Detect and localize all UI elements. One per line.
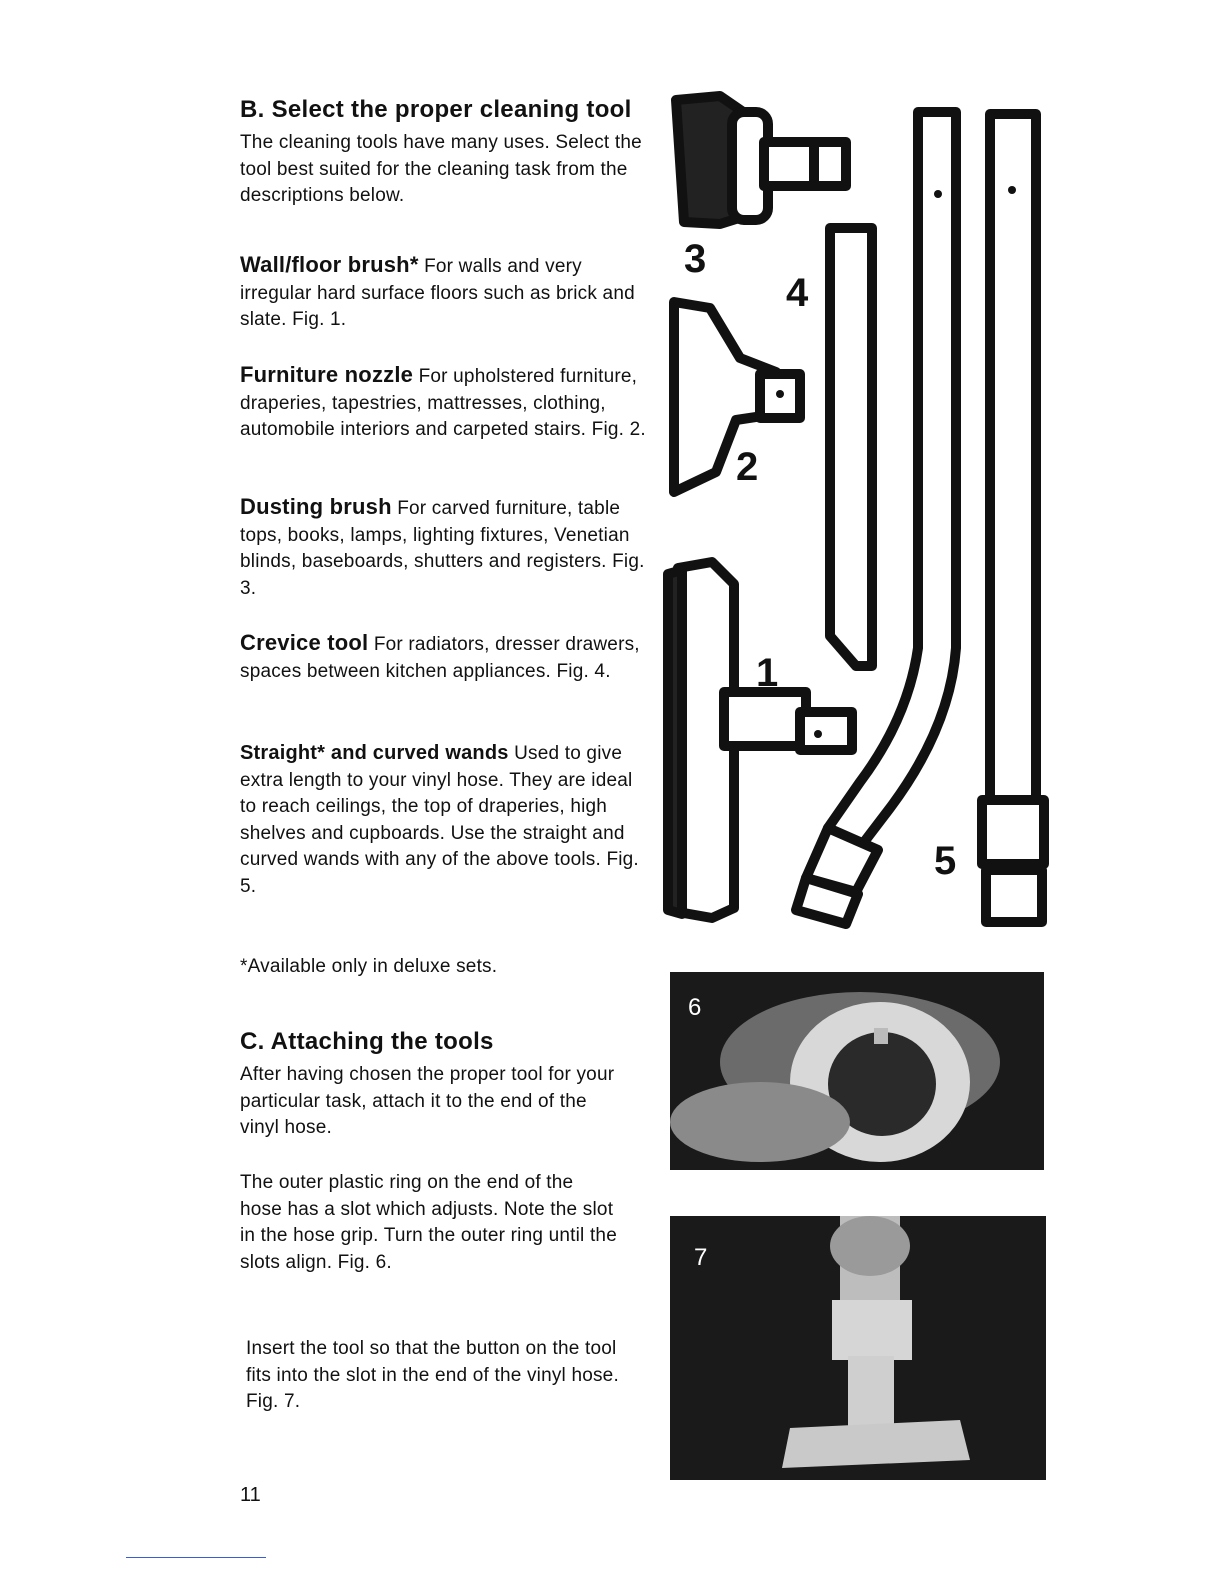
figure-7-label: 7 xyxy=(694,1244,708,1271)
figure-3-label: 3 xyxy=(684,237,707,281)
figure-7-photo xyxy=(670,1216,1046,1480)
tool-desc: For radiators, dresser drawers, spaces between kitchen appliances. Fig. 4. xyxy=(240,634,640,682)
section-c-heading xyxy=(240,1028,650,1056)
section-c-para-2: The outer plastic ring on the end of the hose has a slot which adjusts. Note the slot in the hose grip. Turn the outer ring until the slots align. Fig. 6. xyxy=(240,1172,617,1273)
section-c-para-3: Insert the tool so that the button on the tool fits into the slot in the end of the vinyl hose. Fig. 7. xyxy=(246,1338,619,1412)
footnote: *Available only in deluxe sets. xyxy=(240,956,498,977)
tool-desc: For walls and very irregular hard surface floors such as brick and slate. Fig. 1. xyxy=(240,256,635,330)
straight-wand-figure xyxy=(982,114,1044,922)
dusting-brush-figure xyxy=(676,96,846,224)
section-b-intro: The cleaning tools have many uses. Select the tool best suited for the cleaning task from the descriptions below. xyxy=(240,132,642,206)
tool-desc: For carved furniture, table tops, books, lamps, lighting fixtures, Venetian blinds, baseboards, shutters and registers. Fig. 3. xyxy=(240,498,645,599)
figure-1-label: 1 xyxy=(756,651,779,695)
figure-4-label: 4 xyxy=(786,271,809,315)
section-title: C. Attaching the tools xyxy=(240,1028,494,1055)
tool-name: Crevice tool xyxy=(240,630,369,655)
section-b-heading xyxy=(240,96,650,124)
tool-name: Dusting brush xyxy=(240,494,392,519)
tool-description-crevice-tool xyxy=(240,630,650,685)
tool-name: Straight* and curved wands xyxy=(240,742,509,764)
hose-ring-photo-illustration xyxy=(670,972,1044,1170)
figure-6-label: 6 xyxy=(688,994,702,1021)
tool-description-dusting-brush xyxy=(240,494,650,602)
crevice-tool-figure xyxy=(830,228,872,666)
tool-desc: Used to give extra length to your vinyl hose. They are ideal to reach ceilings, the top of draperies, high shelves and cupboards. Use the straight and curved wands with any of the above tools. Fig. 5. xyxy=(240,743,639,897)
page-number: 11 xyxy=(240,1484,261,1506)
tool-desc: For upholstered furniture, draperies, tapestries, mattresses, clothing, automobile interiors and carpeted stairs. Fig. 2. xyxy=(240,366,646,440)
cleaning-tools-illustration xyxy=(660,88,1064,940)
tool-insertion-photo-illustration xyxy=(670,1216,1046,1480)
tool-description-furniture-nozzle xyxy=(240,362,650,444)
figure-6-photo xyxy=(670,972,1044,1170)
tool-description-wands xyxy=(240,740,650,900)
tool-description-wall-floor-brush xyxy=(240,252,650,334)
tool-name: Wall/floor brush* xyxy=(240,252,419,277)
section-title: B. Select the proper cleaning tool xyxy=(240,96,632,123)
tool-name: Furniture nozzle xyxy=(240,362,414,387)
figure-2-label: 2 xyxy=(736,445,759,489)
footer-rule xyxy=(126,1557,266,1558)
figure-5-label: 5 xyxy=(934,839,957,883)
section-c-para-1: After having chosen the proper tool for your particular task, attach it to the end of the vinyl hose. xyxy=(240,1064,615,1138)
